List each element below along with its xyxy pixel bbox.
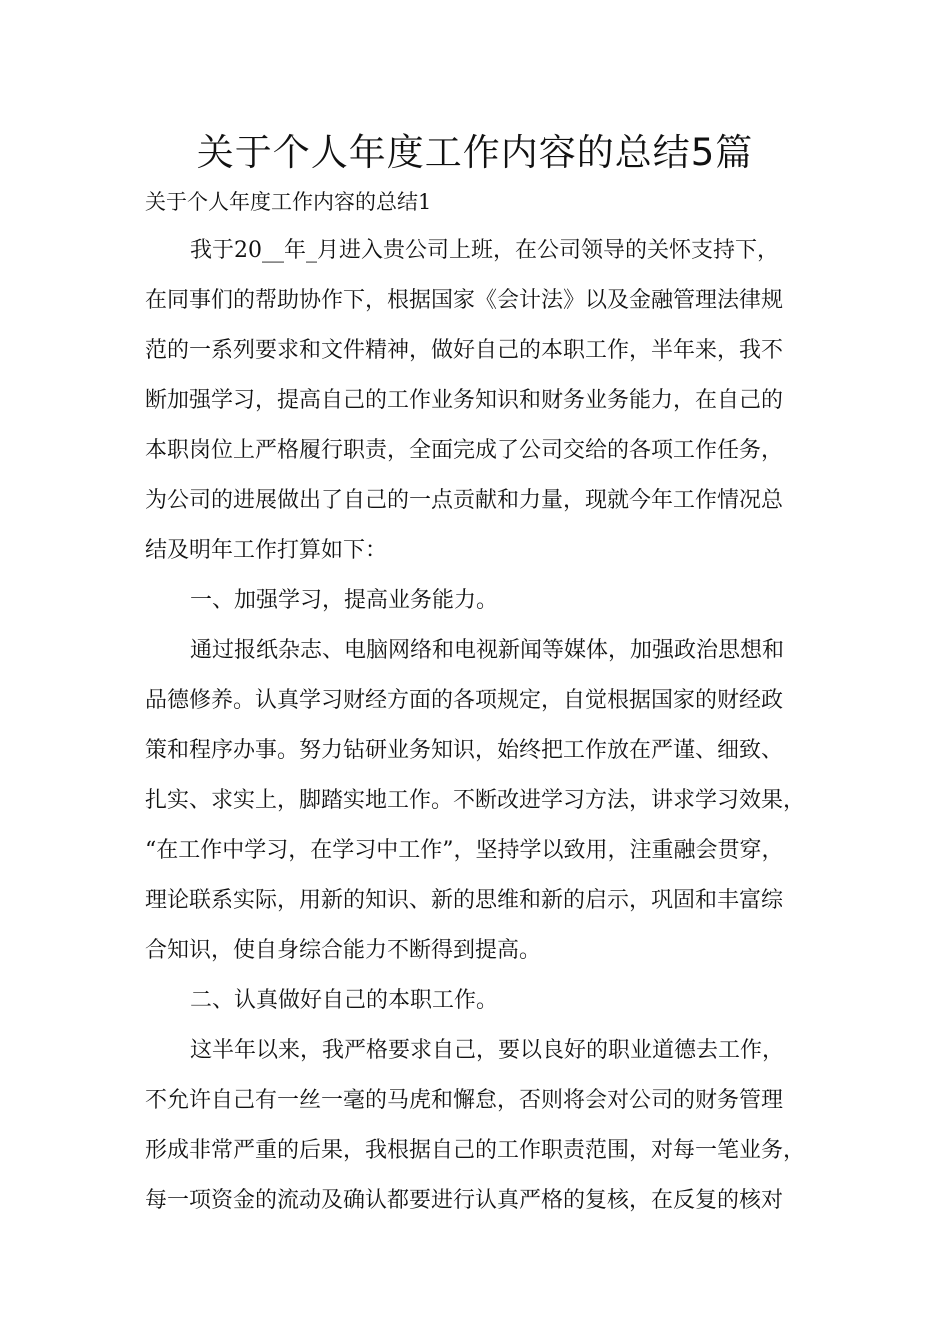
text-line: 策和程序办事。努力钻研业务知识，始终把工作放在严谨、细致、 [145, 738, 784, 763]
text-line: 不允许自己有一丝一毫的马虎和懈怠，否则将会对公司的财务管理 [145, 1088, 784, 1113]
text-line: 每一项资金的流动及确认都要进行认真严格的复核，在反复的核对 [145, 1188, 784, 1213]
text-line: 合知识，使自身综合能力不断得到提高。 [145, 938, 542, 963]
text-line: 理论联系实际，用新的知识、新的思维和新的启示，巩固和丰富综 [145, 888, 784, 913]
document-title: 关于个人年度工作内容的总结5篇 [196, 131, 754, 174]
text-line: 我于20__年_月进入贵公司上班，在公司领导的关怀支持下， [190, 238, 779, 263]
text-line: 范的一系列要求和文件精神，做好自己的本职工作，半年来，我不 [145, 338, 784, 363]
text-line: 这半年以来，我严格要求自己，要以良好的职业道德去工作， [190, 1038, 785, 1063]
text-line: 断加强学习，提高自己的工作业务知识和财务业务能力，在自己的 [145, 388, 784, 413]
text-line: 扎实、求实上，脚踏实地工作。不断改进学习方法，讲求学习效果， [145, 788, 806, 813]
text-line: 结及明年工作打算如下： [145, 538, 388, 563]
text-line: “在工作中学习，在学习中工作”，坚持学以致用，注重融会贯穿， [145, 838, 784, 863]
text-line: 在同事们的帮助协作下，根据国家《会计法》以及金融管理法律规 [145, 288, 784, 313]
text-line: 品德修养。认真学习财经方面的各项规定，自觉根据国家的财经政 [145, 688, 784, 713]
text-line: 形成非常严重的后果，我根据自己的工作职责范围，对每一笔业务， [145, 1138, 806, 1163]
section-heading-2: 二、认真做好自己的本职工作。 [190, 988, 499, 1013]
section-heading-1: 一、加强学习，提高业务能力。 [190, 588, 499, 613]
text-line: 本职岗位上严格履行职责，全面完成了公司交给的各项工作任务， [145, 438, 784, 463]
text-line: 为公司的进展做出了自己的一点贡献和力量，现就今年工作情况总 [145, 488, 784, 513]
text-line: 通过报纸杂志、电脑网络和电视新闻等媒体，加强政治思想和 [190, 638, 785, 663]
section-heading: 关于个人年度工作内容的总结1 [145, 190, 432, 214]
